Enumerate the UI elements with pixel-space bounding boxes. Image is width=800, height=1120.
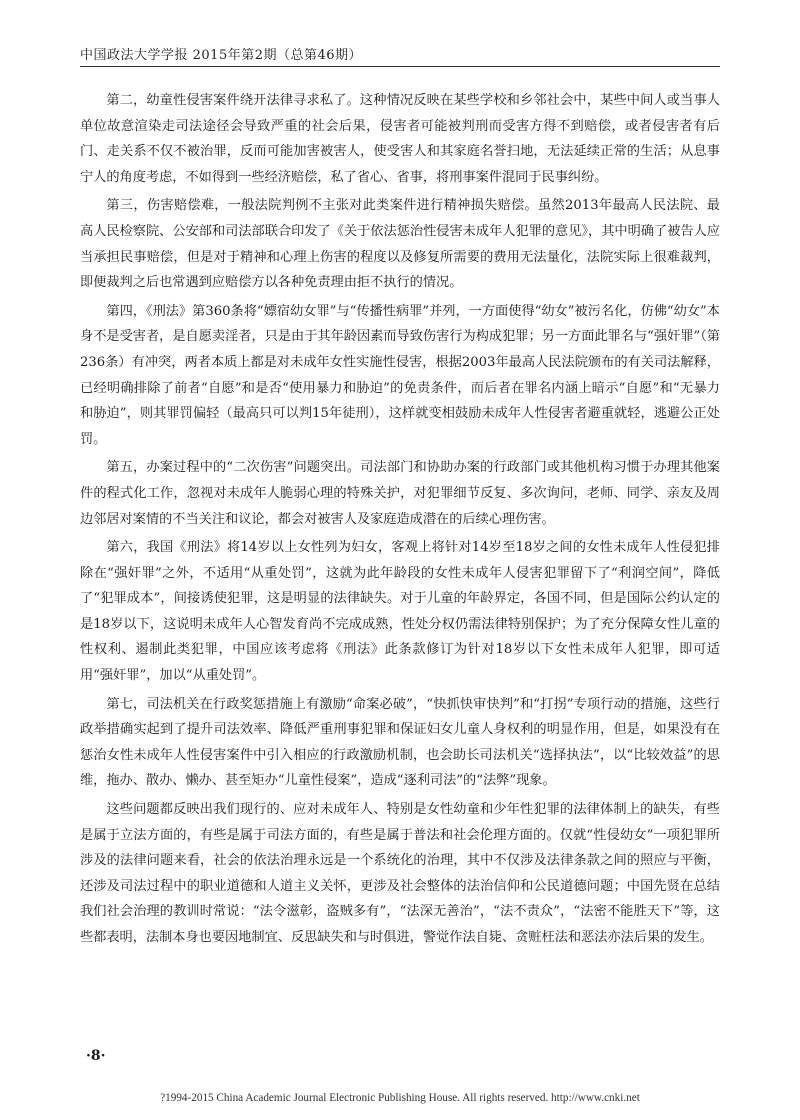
copyright-footer: ?1994-2015 China Academic Journal Electronic Publishing House. All rights reserved. http://www.cnki.net xyxy=(160,1092,640,1104)
paragraph-sixth-point: 第六，我国《刑法》将14岁以上女性列为妇女，客观上将针对14岁至18岁之间的女性未成年人性侵犯排除在“强奸罪”之外，不适用“从重处罚”，这就为此年龄段的女性未成年人侵害犯罪留下了“利润空间”，降低了“犯罪成本”，间接诱使犯罪，这是明显的法律缺失。对于儿童的年龄界定，各国不同，但是国际公约认定的是18岁以下，这说明未成年人心智发育尚不完成成熟，性处分权仍需法律特别保护；为了充分保障女性儿童的性权利、遏制此类犯罪，中国应该考虑将《刑法》此条款修订为针对18岁以下女性未成年人犯罪，即可适用“强奸罪”，加以“从重处罚”。 xyxy=(80,540,720,684)
article-body xyxy=(80,88,720,954)
paragraph-third-point: 第三，伤害赔偿难，一般法院判例不主张对此类案件进行精神损失赔偿。虽然2013年最高人民法院、最高人民检察院、公安部和司法部联合印发了《关于依法惩治性侵害未成年人犯罪的意见》，其中明确了被告人应当承担民事赔偿，但是对于精神和心理上伤害的程度以及修复所需要的费用无法量化，法院实际上很难裁判，即便裁判之后也常遇到应赔偿方以各种免责理由拒不执行的情况。 xyxy=(80,198,720,291)
paragraph-fifth-point: 第五，办案过程中的“二次伤害”问题突出。司法部门和协助办案的行政部门或其他机构习惯于办理其他案件的程式化工作，忽视对未成年人脆弱心理的特殊关护，对犯罪细节反复、多次询问，老师、同学、亲友及周边邻居对案情的不当关注和议论，都会对被害人及家庭造成潜在的后续心理伤害。 xyxy=(80,460,720,527)
header-rule xyxy=(80,66,720,67)
paragraph-seventh-point: 第七，司法机关在行政奖惩措施上有激励“命案必破”，“快抓快审快判”和“打拐”专项行动的措施，这些行政举措确实起到了提升司法效率、降低严重刑事犯罪和保证妇女儿童人身权利的明显作用，但是，如果没有在惩治女性未成年人性侵害案件中引入相应的行政激励机制，也会助长司法机关“选择执法”，以“比较效益”的思维，拖办、散办、懒办、甚至矩办“儿童性侵案”，造成“逐利司法”的“法弊”现象。 xyxy=(80,696,720,789)
page-number: ·8· xyxy=(86,1048,106,1064)
running-header: 中国政法大学学报 2015年第2期（总第46期） xyxy=(80,48,363,63)
paragraph-fourth-point: 第四，《刑法》第360条将“嫖宿幼女罪”与“传播性病罪”并列，一方面使得“幼女”被污名化，仿佛“幼女”本身不是受害者，是自愿卖淫者，只是由于其年龄因素而导致伤害行为构成犯罪；另一方面此罪名与“强奸罪”（第236条）有冲突，两者本质上都是对未成年女性实施性侵害，根据2003年最高人民法院颁布的有关司法解释，已经明确排除了前者“自愿”和是否“使用暴力和胁迫”的免责条件，而后者在罪名内涵上暗示“自愿”和“无暴力和胁迫”，则其罪罚偏轻（最高只可以判15年徒刑），这样就变相鼓励未成年人性侵害者避重就轻，逃避公正处罚。 xyxy=(80,303,720,447)
paragraph-second-point: 第二，幼童性侵害案件绕开法律寻求私了。这种情况反映在某些学校和乡邻社会中，某些中间人或当事人单位故意渲染走司法途径会导致严重的社会后果，侵害者可能被判刑而受害方得不到赔偿，或者侵害者有后门、走关系不仅不被治罪，反而可能加害被害人，使受害人和其家庭名誉扫地，无法延续正常的生活；从息事宁人的角度考虑，不如得到一些经济赔偿，私了省心、省事，将刑事案件混同于民事纠纷。 xyxy=(80,93,720,185)
paragraph-summary: 这些问题都反映出我们现行的、应对未成年人、特别是女性幼童和少年性犯罪的法律体制上的缺失，有些是属于立法方面的，有些是属于司法方面的，有些是属于普法和社会伦理方面的。仅就“性侵幼女”一项犯罪所涉及的法律问题来看，社会的依法治理永远是一个系统化的治理，其中不仅涉及法律条款之间的照应与平衡，还涉及司法过程中的职业道德和人道主义关怀，更涉及社会整体的法治信仰和公民道德问题；中国先贤在总结我们社会治理的教训时常说：“法令滋彰，盗贼多有”，“法深无善治”，“法不责众”，“法密不能胜天下”等，这些都表明，法制本身也要因地制宜、反思缺失和与时俱进，警觉作法自毙、贪赃枉法和恶法亦法后果的发生。 xyxy=(80,802,720,945)
